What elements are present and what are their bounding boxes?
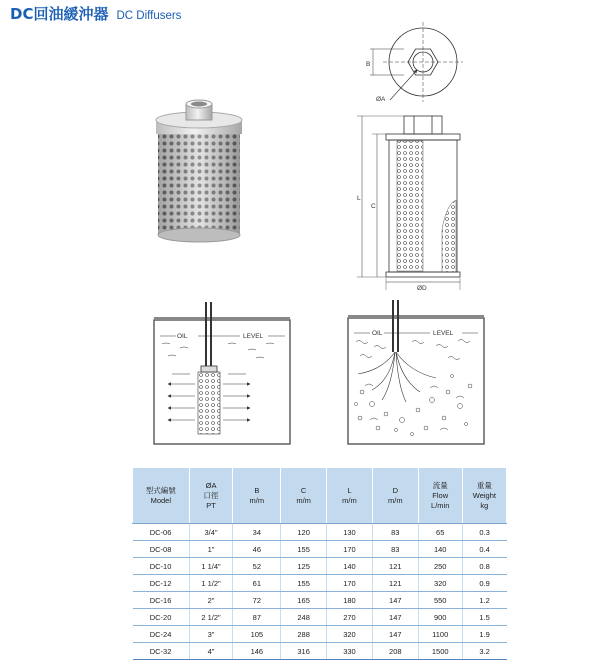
cell-weight: 0.8 [462, 558, 506, 575]
dim-c-label: C [371, 203, 376, 210]
dim-l-label: L [357, 195, 361, 202]
cell-l: 180 [327, 592, 373, 609]
cell-port-size: 3/4" [189, 524, 233, 541]
tank-diagram-turbulent [348, 300, 484, 444]
cell-port-size: 1" [189, 541, 233, 558]
cell-d: 121 [372, 558, 418, 575]
cell-model: DC-16 [133, 592, 190, 609]
cell-l: 170 [327, 575, 373, 592]
cell-flow: 140 [418, 541, 462, 558]
cell-port-size: 2" [189, 592, 233, 609]
cell-b: 61 [233, 575, 281, 592]
cell-model: DC-24 [133, 626, 190, 643]
cell-l: 140 [327, 558, 373, 575]
cell-port-size: 1 1/2" [189, 575, 233, 592]
cell-c: 125 [281, 558, 327, 575]
table-row [133, 558, 507, 575]
cell-flow: 550 [418, 592, 462, 609]
cell-model: DC-20 [133, 609, 190, 626]
cell-l: 130 [327, 524, 373, 541]
cell-b: 46 [233, 541, 281, 558]
header-l: L m/m [327, 468, 373, 524]
tank-diagram-diffuser [154, 302, 290, 444]
product-photo [156, 100, 242, 242]
cell-model: DC-12 [133, 575, 190, 592]
cell-b: 146 [233, 643, 281, 660]
cell-d: 83 [372, 524, 418, 541]
cell-flow: 320 [418, 575, 462, 592]
cell-l: 270 [327, 609, 373, 626]
cell-b: 87 [233, 609, 281, 626]
cell-d: 208 [372, 643, 418, 660]
dim-a-label: ØA [376, 96, 386, 103]
oil-label-right: OIL [372, 330, 383, 337]
cell-c: 120 [281, 524, 327, 541]
cell-weight: 1.5 [462, 609, 506, 626]
cell-port-size: 2 1/2" [189, 609, 233, 626]
cell-port-size: 1 1/4" [189, 558, 233, 575]
level-label-right: LEVEL [433, 330, 454, 337]
cell-flow: 250 [418, 558, 462, 575]
cell-c: 316 [281, 643, 327, 660]
cell-l: 320 [327, 626, 373, 643]
cell-c: 288 [281, 626, 327, 643]
cell-d: 83 [372, 541, 418, 558]
spec-table-header-row [133, 468, 507, 524]
header-flow: 流量 Flow L/min [418, 468, 462, 524]
table-row [133, 524, 507, 541]
cell-c: 155 [281, 541, 327, 558]
spec-table [132, 467, 507, 660]
header-d: D m/m [372, 468, 418, 524]
table-row [133, 592, 507, 609]
table-row [133, 541, 507, 558]
cell-weight: 0.3 [462, 524, 506, 541]
cell-d: 147 [372, 592, 418, 609]
table-row [133, 643, 507, 660]
cell-weight: 1.2 [462, 592, 506, 609]
cell-model: DC-08 [133, 541, 190, 558]
cell-weight: 0.9 [462, 575, 506, 592]
cell-b: 72 [233, 592, 281, 609]
cell-l: 170 [327, 541, 373, 558]
cell-c: 248 [281, 609, 327, 626]
cell-c: 155 [281, 575, 327, 592]
dim-b-label: B [366, 61, 371, 68]
cell-model: DC-32 [133, 643, 190, 660]
cell-l: 330 [327, 643, 373, 660]
cell-model: DC-10 [133, 558, 190, 575]
header-model: 型式編號 Model [133, 468, 190, 524]
title-chinese: DC回油緩沖器 [10, 5, 109, 23]
cell-b: 105 [233, 626, 281, 643]
header-weight: 重量 Weight kg [462, 468, 506, 524]
cell-c: 165 [281, 592, 327, 609]
spec-table-body [133, 524, 507, 660]
cell-flow: 1100 [418, 626, 462, 643]
oil-label-left: OIL [177, 333, 188, 340]
title-english: DC Diffusers [116, 10, 182, 22]
dim-d-label: ØD [417, 285, 427, 292]
cell-d: 147 [372, 609, 418, 626]
header-b: B m/m [233, 468, 281, 524]
cell-flow: 1500 [418, 643, 462, 660]
cell-weight: 1.9 [462, 626, 506, 643]
cell-weight: 0.4 [462, 541, 506, 558]
cell-d: 147 [372, 626, 418, 643]
cell-port-size: 3" [189, 626, 233, 643]
level-label-left: LEVEL [243, 333, 264, 340]
table-row [133, 626, 507, 643]
cell-d: 121 [372, 575, 418, 592]
cell-flow: 900 [418, 609, 462, 626]
header-port-size: ØA 口徑 PT [189, 468, 233, 524]
table-row [133, 575, 507, 592]
cell-weight: 3.2 [462, 643, 506, 660]
header-c: C m/m [281, 468, 327, 524]
top-view-drawing [370, 22, 463, 102]
cell-b: 52 [233, 558, 281, 575]
cell-port-size: 4" [189, 643, 233, 660]
table-row [133, 609, 507, 626]
cell-model: DC-06 [133, 524, 190, 541]
cell-flow: 65 [418, 524, 462, 541]
cell-b: 34 [233, 524, 281, 541]
